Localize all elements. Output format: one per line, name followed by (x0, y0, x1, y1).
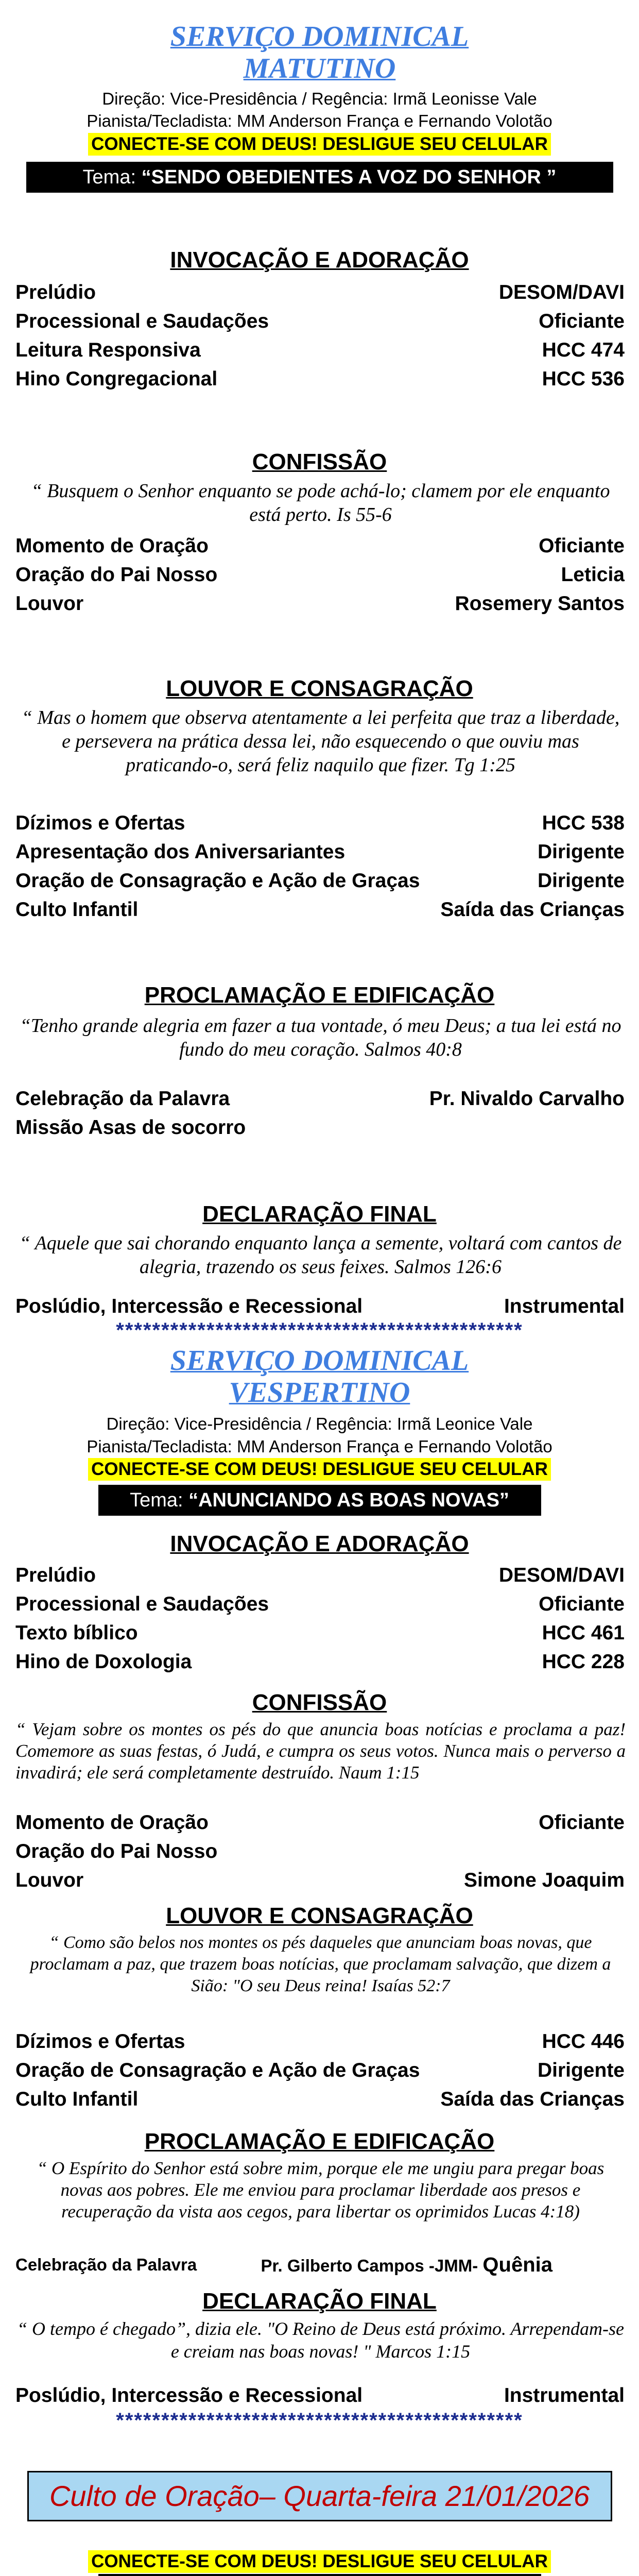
evening-word-row (0, 2250, 639, 2280)
evening-confession-heading: CONFISSÃO (252, 1690, 387, 1715)
morning-confession-heading: CONFISSÃO (252, 449, 387, 474)
morning-title (0, 21, 639, 84)
evening-direction: Direção: Vice-Presidência / Regência: Irmã Leonice Vale (106, 1414, 533, 1433)
morning-confession-list (0, 532, 639, 618)
morning-proclamation-quote: “Tenho grande alegria em fazer a tua vontade, ó meu Deus; a tua lei está no fundo do meu coração. Salmos 40:8 (20, 1015, 621, 1060)
evening-theme-bar (0, 1482, 639, 1516)
evening-theme-text: “ANUNCIANDO AS BOAS NOVAS” (188, 1489, 509, 1511)
prayer-connect-text: CONECTE-SE COM DEUS! DESLIGUE SEU CELULAR (88, 2550, 551, 2573)
list-item: Dízimos e Ofertas HCC 446 (15, 2030, 625, 2053)
list-item: Oração de Consagração e Ação de Graças Dirigente (15, 870, 625, 892)
list-item: Momento de Oração Oficiante (15, 1811, 625, 1834)
evening-title-line2: VESPERTINO (229, 1377, 410, 1409)
list-item: Celebração da Palavra Pr. Nivaldo Carvalho (15, 1088, 625, 1110)
list-item: Prelúdio DESOM/DAVI (15, 1564, 625, 1586)
prayer-title: Culto de Oração– Quarta-feira 21/01/2026 (27, 2471, 612, 2521)
list-item: Missão Asas de socorro (15, 1116, 246, 1139)
list-item: Prelúdio DESOM/DAVI (15, 281, 625, 303)
morning-final-heading: DECLARAÇÃO FINAL (202, 1201, 437, 1227)
morning-invocation-heading: INVOCAÇÃO E ADORAÇÃO (170, 247, 469, 273)
morning-theme-prefix: Tema: (82, 166, 136, 188)
evening-connect-banner (0, 1458, 639, 1481)
morning-theme-bar (0, 159, 639, 193)
evening-final-heading: DECLARAÇÃO FINAL (202, 2289, 437, 2314)
morning-praise-quote: “ Mas o homem que observa atentamente a lei perfeita que traz a liberdade, e persevera na prática dessa lei, não esquecendo o que ouviu mas praticando-o, será feliz naquilo que fizer. Tg 1:25 (21, 707, 620, 776)
list-item: Oração do Pai Nosso Leticia (15, 564, 625, 586)
evening-separator: ********************************************* (116, 2409, 523, 2432)
evening-proclamation-heading: PROCLAMAÇÃO E EDIFICAÇÃO (144, 2129, 495, 2154)
evening-invocation-list (0, 1561, 639, 1676)
evening-theme (98, 1485, 541, 1516)
morning-theme-text: “SENDO OBEDIENTES A VOZ DO SENHOR ” (141, 166, 557, 188)
list-item: Louvor Rosemery Santos (15, 592, 625, 615)
evening-final-list (0, 2381, 639, 2410)
evening-pianist: Pianista/Tecladista: MM Anderson França e Fernando Volotão (87, 1437, 552, 1456)
list-item: Momento de Oração Oficiante (15, 535, 625, 557)
evening-connect-text: CONECTE-SE COM DEUS! DESLIGUE SEU CELULAR (88, 1458, 551, 1481)
morning-connect-text: CONECTE-SE COM DEUS! DESLIGUE SEU CELULAR (88, 133, 551, 156)
list-item: Leitura Responsiva HCC 474 (15, 339, 625, 361)
evening-title (0, 1345, 639, 1409)
prayer-theme-bar (0, 2571, 639, 2576)
list-item: Dízimos e Ofertas HCC 538 (15, 812, 625, 834)
prayer-connect-banner (0, 2550, 639, 2573)
morning-direction: Direção: Vice-Presidência / Regência: Irmã Leonisse Vale (102, 89, 537, 108)
prayer-title-box (0, 2471, 639, 2521)
list-item: Culto Infantil Saída das Crianças (15, 899, 625, 921)
morning-title-line1: SERVIÇO DOMINICAL (170, 21, 469, 53)
list-item: Processional e Saudações Oficiante (15, 310, 625, 332)
evening-title-line1: SERVIÇO DOMINICAL (170, 1345, 469, 1377)
prayer-theme (98, 2574, 541, 2576)
list-item: Apresentação dos Aniversariantes Dirigente (15, 841, 625, 863)
evening-invocation-heading: INVOCAÇÃO E ADORAÇÃO (170, 1531, 469, 1556)
evening-praise-list (0, 2027, 639, 2114)
morning-connect-banner (0, 133, 639, 156)
evening-proclamation-quote: “ O Espírito do Senhor está sobre mim, porque ele me ungiu para pregar boas novas aos pobres. Ele me enviou para proclamar liberdade aos presos e recuperação da vista aos cegos, para libertar os oprimidos Lucas 4:18) (37, 2158, 605, 2222)
morning-proclamation-list (0, 1084, 639, 1142)
list-item: Poslúdio, Intercessão e Recessional Instrumental (15, 1295, 625, 1317)
list-item: Culto Infantil Saída das Crianças (15, 2088, 625, 2110)
morning-theme (26, 162, 613, 193)
evening-theme-prefix: Tema: (130, 1489, 183, 1511)
morning-praise-list (0, 809, 639, 924)
morning-invocation-list (0, 278, 639, 394)
evening-confession-list (0, 1808, 639, 1895)
list-item: Louvor Simone Joaquim (15, 1869, 625, 1891)
list-item: Poslúdio, Intercessão e Recessional Instrumental (15, 2384, 625, 2406)
morning-praise-heading: LOUVOR E CONSAGRAÇÃO (166, 676, 473, 701)
morning-final-list (0, 1292, 639, 1321)
morning-separator: ********************************************* (116, 1319, 523, 1342)
list-item: Hino de Doxologia HCC 228 (15, 1651, 625, 1673)
list-item: Oração de Consagração e Ação de Graças Dirigente (15, 2059, 625, 2081)
list-item: Celebração da Palavra Pr. Gilberto Campos -JMM- Quênia (15, 2253, 552, 2276)
evening-final-quote: “ O tempo é chegado”, dizia ele. "O Reino de Deus está próximo. Arrependam-se e creiam nas boas novas! " Marcos 1:15 (17, 2318, 624, 2362)
list-item: Texto bíblico HCC 461 (15, 1622, 625, 1644)
morning-confession-quote: “ Busquem o Senhor enquanto se pode achá-lo; clamem por ele enquanto está perto. Is 55-6 (31, 480, 610, 526)
evening-praise-heading: LOUVOR E CONSAGRAÇÃO (166, 1903, 473, 1928)
morning-title-line2: MATUTINO (243, 53, 396, 84)
list-item: Hino Congregacional HCC 536 (15, 368, 625, 390)
list-item: Processional e Saudações Oficiante (15, 1593, 625, 1615)
morning-final-quote: “ Aquele que sai chorando enquanto lança a semente, voltará com cantos de alegria, trazendo os seus feixes. Salmos 126:6 (19, 1232, 622, 1278)
morning-pianist: Pianista/Tecladista: MM Anderson França e Fernando Volotão (87, 111, 552, 130)
list-item: Oração do Pai Nosso (15, 1840, 218, 1862)
evening-praise-quote: “ Como são belos nos montes os pés daqueles que anunciam boas novas, que proclamam a paz, que trazem boas notícias, que proclamam salvação, que dizem a Sião: "O seu Deus reina! Isaías 52:7 (30, 1933, 611, 1995)
evening-confession-quote: “ Vejam sobre os montes os pés do que anuncia boas notícias e proclama a paz! Comemore as suas festas, ó Judá, e cumpra os seus votos. Nunca mais o perverso a invadirá; ele será completamente destruído. Naum 1:15 (15, 1719, 626, 1783)
morning-proclamation-heading: PROCLAMAÇÃO E EDIFICAÇÃO (144, 982, 495, 1008)
